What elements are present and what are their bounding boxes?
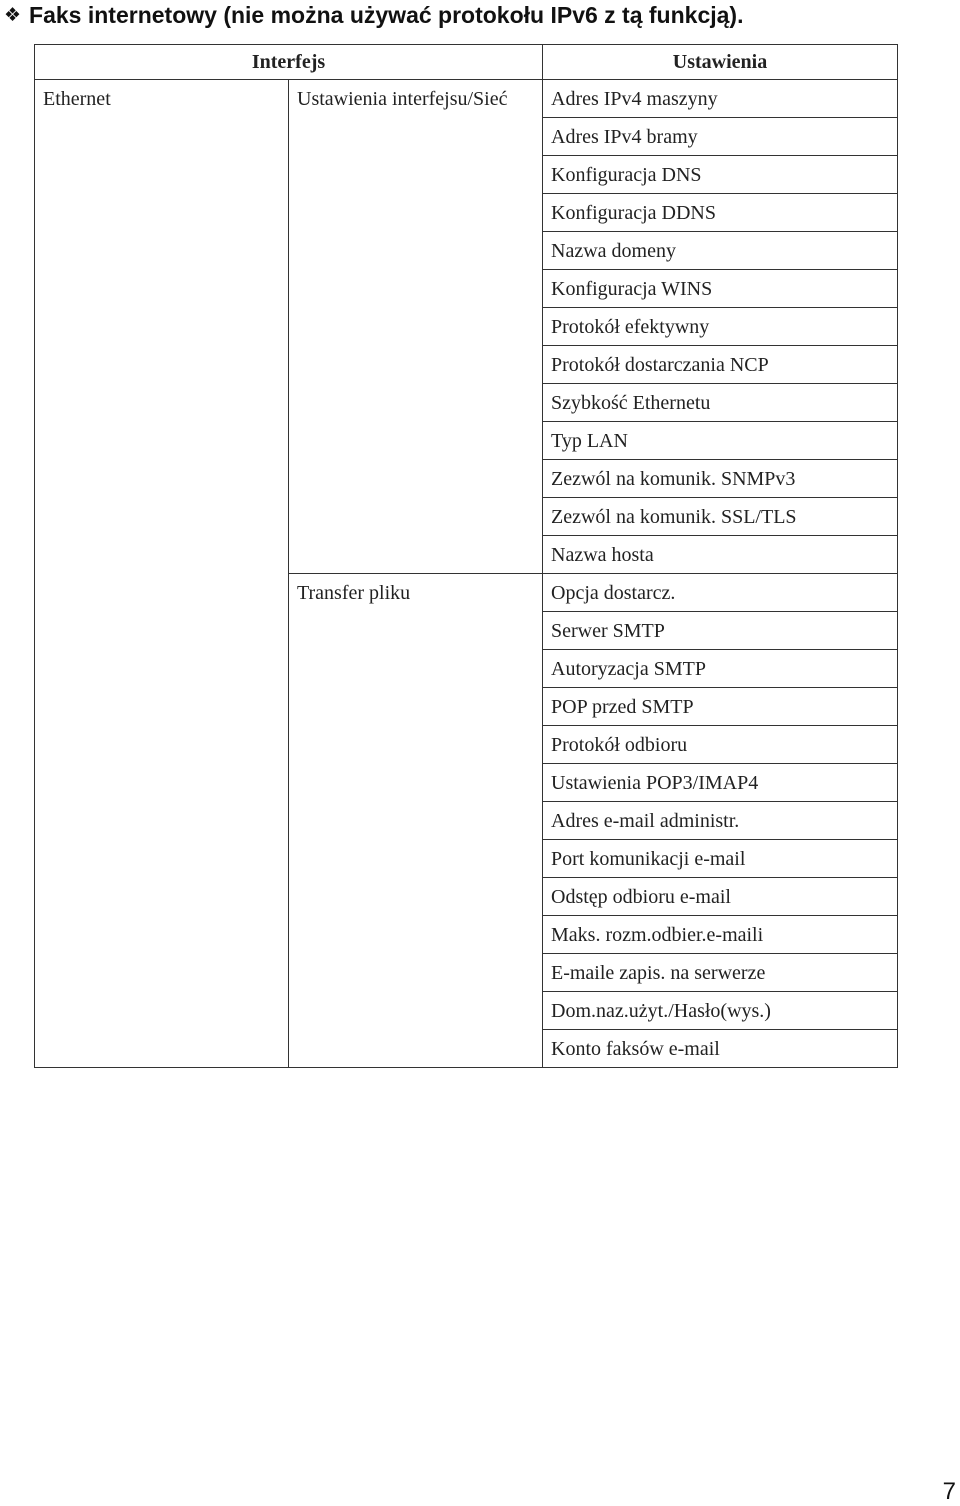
diamond-bullet-icon: ❖ — [4, 4, 22, 26]
setting-item: Zezwól na komunik. SSL/TLS — [543, 498, 898, 536]
setting-item: E-maile zapis. na serwerze — [543, 954, 898, 992]
setting-item: Typ LAN — [543, 422, 898, 460]
setting-item: Dom.naz.użyt./Hasło(wys.) — [543, 992, 898, 1030]
setting-item: Protokół efektywny — [543, 308, 898, 346]
group-cell: Transfer pliku — [289, 574, 543, 1068]
header-settings: Ustawienia — [543, 45, 898, 80]
table-header-row — [35, 45, 898, 80]
page-number: 7 — [942, 1478, 956, 1505]
setting-item: Opcja dostarcz. — [543, 574, 898, 612]
setting-item: Ustawienia POP3/IMAP4 — [543, 764, 898, 802]
setting-item: Protokół odbioru — [543, 726, 898, 764]
setting-item: Adres IPv4 maszyny — [543, 80, 898, 118]
setting-item: Serwer SMTP — [543, 612, 898, 650]
section-title: Faks internetowy (nie można używać protokołu IPv6 z tą funkcją). — [29, 1, 744, 28]
setting-item: Konto faksów e-mail — [543, 1030, 898, 1068]
setting-item: Nazwa domeny — [543, 232, 898, 270]
setting-item: Konfiguracja DNS — [543, 156, 898, 194]
setting-item: Adres e-mail administr. — [543, 802, 898, 840]
settings-table-body — [35, 80, 898, 1068]
table-row — [35, 80, 898, 118]
section-heading — [4, 0, 743, 30]
setting-item: Port komunikacji e-mail — [543, 840, 898, 878]
setting-item: POP przed SMTP — [543, 688, 898, 726]
header-interface: Interfejs — [35, 45, 543, 80]
setting-item: Odstęp odbioru e-mail — [543, 878, 898, 916]
setting-item: Konfiguracja WINS — [543, 270, 898, 308]
setting-item: Adres IPv4 bramy — [543, 118, 898, 156]
setting-item: Protokół dostarczania NCP — [543, 346, 898, 384]
setting-item: Szybkość Ethernetu — [543, 384, 898, 422]
setting-item: Autoryzacja SMTP — [543, 650, 898, 688]
setting-item: Zezwól na komunik. SNMPv3 — [543, 460, 898, 498]
setting-item: Konfiguracja DDNS — [543, 194, 898, 232]
setting-item: Maks. rozm.odbier.e-maili — [543, 916, 898, 954]
group-cell: Ustawienia interfejsu/Sieć — [289, 80, 543, 574]
settings-table — [34, 44, 898, 1068]
interface-cell: Ethernet — [35, 80, 289, 1068]
setting-item: Nazwa hosta — [543, 536, 898, 574]
